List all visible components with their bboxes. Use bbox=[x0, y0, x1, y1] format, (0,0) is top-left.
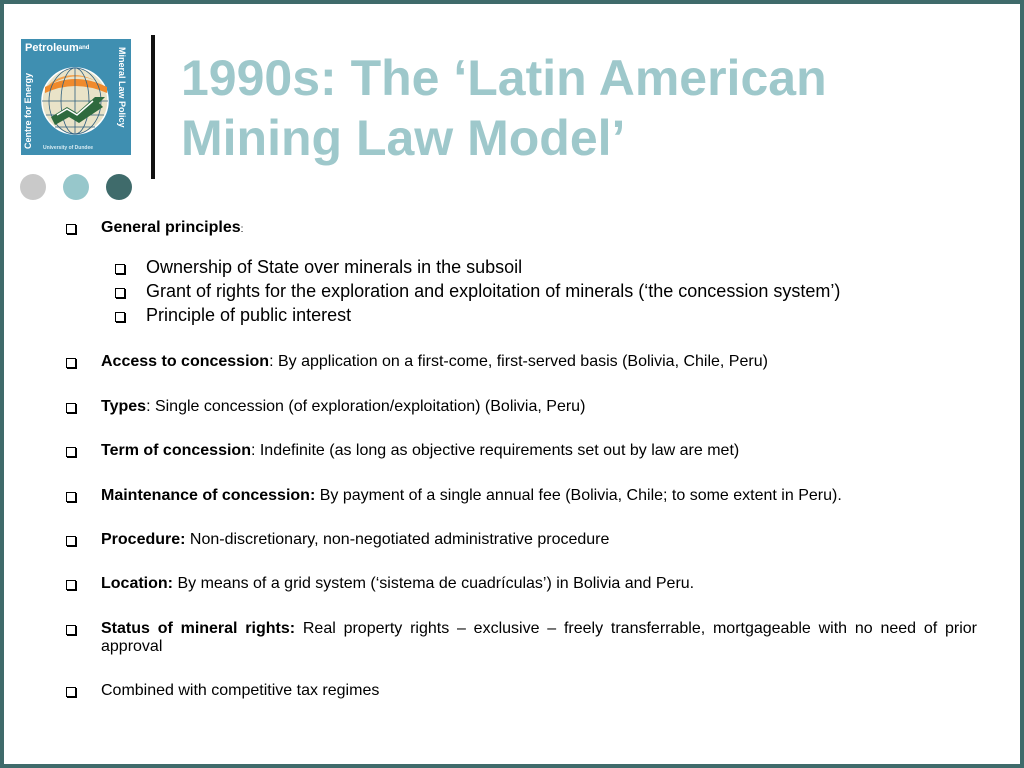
sub-item: Ownership of State over minerals in the subsoil bbox=[146, 257, 523, 277]
procedure-item bbox=[101, 531, 977, 549]
slide-title: 1990s: The ‘Latin American Mining Law Model’ bbox=[181, 50, 827, 166]
item-text: By payment of a single annual fee (Bolivia, Chile; to some extent in Peru). bbox=[315, 487, 842, 504]
general-principles-item bbox=[101, 219, 977, 239]
bullet-icon bbox=[66, 625, 76, 635]
item-label: Term of concession bbox=[101, 442, 251, 459]
term-item bbox=[101, 442, 977, 460]
globe-icon bbox=[37, 57, 115, 141]
general-principles-label: General principles bbox=[101, 219, 241, 236]
status-item bbox=[101, 620, 977, 656]
item-label: Types bbox=[101, 398, 147, 415]
centre-logo bbox=[21, 39, 131, 155]
item-label: Procedure: bbox=[101, 531, 186, 548]
logo-left-text: Centre for Energy bbox=[23, 72, 33, 149]
access-item bbox=[101, 353, 977, 371]
sub-bullet-icon bbox=[115, 312, 125, 322]
sub-item: Principle of public interest bbox=[146, 305, 352, 325]
light-teal-dot bbox=[63, 174, 89, 200]
logo-right-text: Mineral Law Policy bbox=[117, 47, 127, 128]
item-text: Non-discretionary, non-negotiated administrative procedure bbox=[185, 531, 610, 548]
maintenance-item bbox=[101, 487, 977, 505]
bullet-icon bbox=[66, 358, 76, 368]
item-text: Combined with competitive tax regimes bbox=[101, 682, 380, 699]
bullet-icon bbox=[66, 687, 76, 697]
item-label: Maintenance of concession: bbox=[101, 487, 316, 504]
item-text: By means of a grid system (‘sistema de cuadrículas’) in Bolivia and Peru. bbox=[173, 575, 695, 592]
bullet-icon bbox=[66, 536, 76, 546]
item-label: Access to concession bbox=[101, 353, 270, 370]
types-item bbox=[101, 398, 977, 416]
bullet-icon bbox=[66, 580, 76, 590]
bullet-icon bbox=[66, 403, 76, 413]
slide bbox=[4, 4, 1020, 764]
sub-bullet-icon bbox=[115, 288, 125, 298]
sub-item: Grant of rights for the exploration and exploitation of minerals (‘the concession system’) bbox=[146, 281, 841, 301]
sub-bullet-icon bbox=[115, 264, 125, 274]
logo-petroleum-text: Petroleum$^{and}$ bbox=[25, 42, 90, 54]
item-label: Status of mineral rights: bbox=[101, 620, 296, 637]
general-principles-colon: : bbox=[240, 224, 244, 235]
item-text: Real property rights – exclusive – freely transferrable, mortgageable with no need of prior approval bbox=[101, 620, 977, 655]
location-item bbox=[101, 575, 977, 593]
tax-item bbox=[101, 682, 977, 700]
logo-bottom-text: University of Dundee bbox=[43, 145, 94, 151]
bullet-icon bbox=[66, 492, 76, 502]
bullet-icon bbox=[66, 447, 76, 457]
item-text: : Indefinite (as long as objective requirements set out by law are met) bbox=[250, 442, 740, 459]
item-text: : Single concession (of exploration/exploitation) (Bolivia, Peru) bbox=[146, 398, 586, 415]
title-divider bbox=[151, 35, 155, 179]
gray-dot bbox=[20, 174, 46, 200]
bullet-icon bbox=[66, 224, 76, 234]
item-text: : By application on a first-come, first-served basis (Bolivia, Chile, Peru) bbox=[269, 353, 768, 370]
item-label: Location: bbox=[101, 575, 173, 592]
dark-teal-dot bbox=[106, 174, 132, 200]
